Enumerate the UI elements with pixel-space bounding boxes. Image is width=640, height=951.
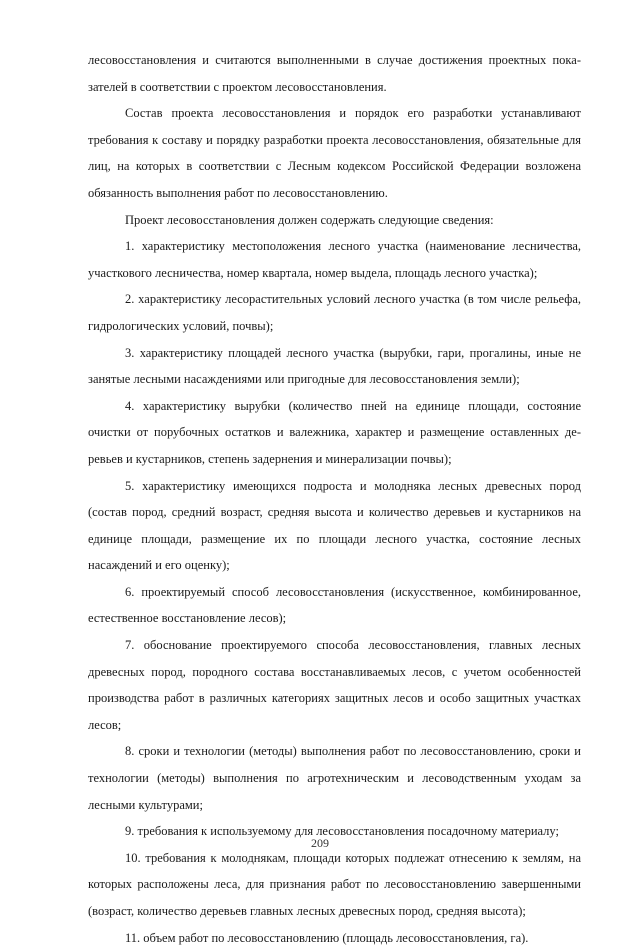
paragraph-project-composition: Состав проекта лесовосстановления и порядок его разработки устанавливают требования к составу и порядку разработки проекта лесовосстановления, обязательные для лиц, на которых в соответствии с Лесным кодексом Российской Федерации возложена обязанность выполнения работ по лесовосстановлению. [88, 106, 581, 200]
paragraph-continuation: лесовосстановления и считаются выполненными в случае достижения проектных показателей в соответствии с проектом лесовосстановления. [88, 53, 581, 94]
page-number: 209 [311, 836, 329, 850]
list-item-4: 4. характеристику вырубки (количество пней на единице площади, состояние очистки от порубочных остатков и валежника, характер и размещение оставленных деревьев и кустарников, степень задернения и минерализации почвы); [88, 398, 581, 466]
list-item-10: 10. требования к молоднякам, площади которых подлежат отнесению к землям, на которых расположены леса, для признания работ по лесовосстановлению завершенными (возраст, количество деревьев главных лесных древесных пород, средняя высота); [88, 850, 581, 918]
list-item-6: 6. проектируемый способ лесовосстановления (искусственное, комбинированное, естественное восстановление лесов); [88, 584, 581, 626]
list-item-11: 11. объем работ по лесовосстановлению (площадь лесовосстановления, га). [125, 930, 529, 945]
body-text [88, 47, 581, 951]
list-item-8: 8. сроки и технологии (методы) выполнения работ по лесовосстановлению, сроки и технологии (методы) выполнения по агротехническим и лесоводственным уходам за лесными культурами; [88, 744, 581, 812]
list-item-3: 3. характеристику площадей лесного участка (вырубки, гари, прогалины, иные не занятые лесными насаждениями или пригодные для лесовосстановления земли); [88, 345, 581, 387]
list-item-5: 5. характеристику имеющихся подроста и молодняка лесных древесных пород (состав пород, средний возраст, средняя высота и количество деревьев и кустарников на единице площади, размещение их по площади лесного участка, состояние лесных насаждений и его оценку); [88, 478, 581, 573]
list-item-2: 2. характеристику лесорастительных условий лесного участка (в том числе рельефа, гидрологических условий, почвы); [88, 292, 581, 333]
list-item-9: 9. требования к используемому для лесовосстановления посадочному материалу; [125, 824, 559, 839]
paragraph-list-intro: Проект лесовосстановления должен содержать следующие сведения: [125, 212, 494, 227]
list-item-1: 1. характеристику местоположения лесного участка (наименование лесничества, участкового лесничества, номер квартала, номер выдела, площадь лесного участка); [88, 239, 581, 280]
list-item-7: 7. обоснование проектируемого способа лесовосстановления, главных лесных древесных пород, породного состава восстанавливаемых лесов, с учетом особенностей производства работ в различных категориях защитных лесов и особо защитных участках лесов; [88, 638, 581, 732]
